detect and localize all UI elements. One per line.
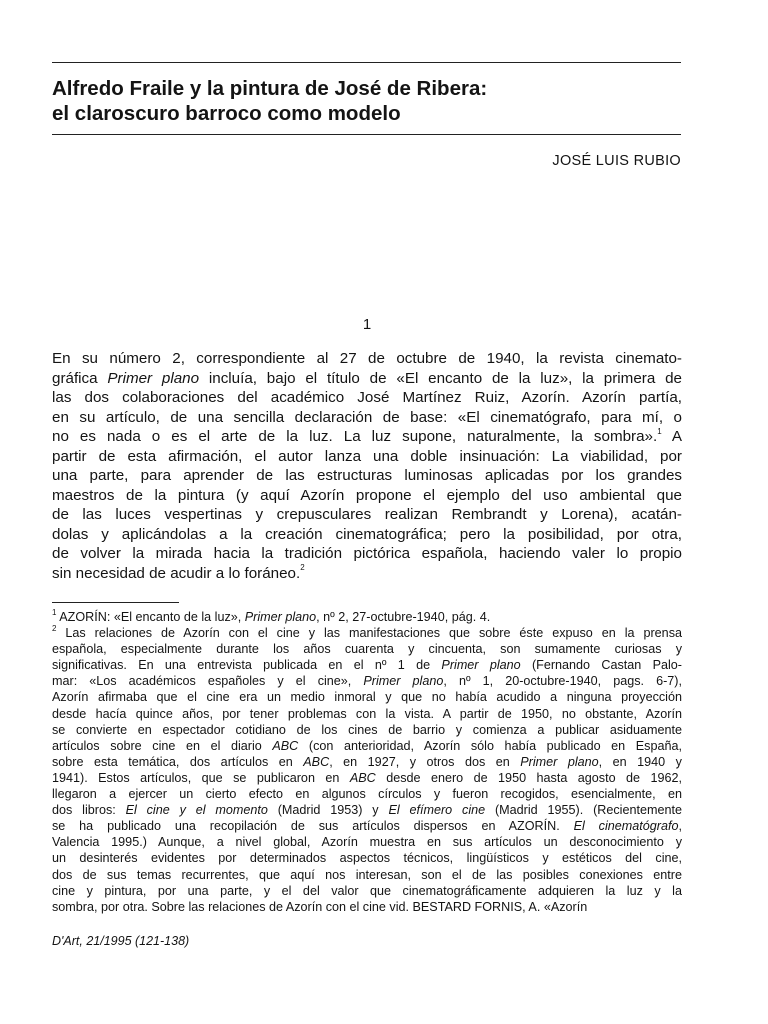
footnote-line: se ha publicado una recopilación de sus artículos dispersos en AZORÍN. El cinematógrafo, — [52, 819, 682, 834]
footnote-line: Valencia 1995.) Aunque, a nivel global, Azorín muestra en sus artículos un desconocimiento y — [52, 835, 682, 850]
bottom-rule — [52, 134, 681, 135]
footnote-line: sobre esta temática, dos artículos en ABC, en 1927, y otros dos en Primer plano, en 1940 y — [52, 754, 682, 769]
body-line: no es nada o es el arte de la luz. La luz supone, naturalmente, la sombra».$^1$ A — [52, 426, 682, 445]
article-title — [52, 76, 692, 126]
top-rule — [52, 62, 681, 63]
footnote-line: sombra, por otra. Sobre las relaciones de Azorín con el cine vid. BESTARD FORNIS, A. «Azorín — [52, 899, 588, 914]
body-line: maestros de la pintura (y aquí Azorín propone el ejemplo del uso ambiental que — [52, 486, 682, 504]
footnote-line: llegaron a ejercer un cierto efecto en algunos círculos y fueron recogidos, esencialmente, en — [52, 787, 682, 802]
footnote-line: Azorín afirmaba que el cine era un medio inmoral y que no había acudido a ninguna proyección — [52, 690, 682, 705]
footnote-line: desde hacía quince años, por tener problemas con la vista. A partir de 1950, no obstante, Azorín — [52, 706, 682, 721]
footnote-separator — [52, 602, 179, 603]
footnote-line: se convierte en espectador cotidiano de los cines de barrio y comienza a publicar asiduamente — [52, 722, 682, 737]
footnote-line: dos de sus temas recurrentes, que aquí nos interesan, son el de las posibles conexiones entre — [52, 867, 682, 882]
body-line: de volver la mirada hacia la tradición pictórica española, haciendo valer lo propio — [52, 545, 682, 562]
body-line: de las luces vespertinas y crepusculares realizan Rembrandt y Lorena), acatán- — [52, 506, 682, 523]
footnote-line: española, especialmente durante los años cuarenta y cincuenta, son sumamente curiosas y — [52, 642, 682, 657]
body-line: dolas y aplicándolas a la creación cinematográfica; pero la posibilidad, por otra, — [52, 525, 682, 543]
footnote-line: 1941). Estos artículos, que se publicaron en ABC desde enero de 1950 hasta agosto de 1962, — [52, 770, 682, 785]
body-line: En su número 2, correspondiente al 27 de octubre de 1940, la revista cinemato- — [52, 350, 682, 367]
footnote-line: $^2$ Las relaciones de Azorín con el cine y las manifestaciones que sobre éste expuso en la prensa — [52, 623, 682, 641]
footnote-line: un desinterés evidentes por determinados aspectos técnicos, lingüísticos y estéticos del cine, — [52, 851, 682, 866]
section-number: 1 — [362, 316, 372, 333]
footnote-line: $^1$ AZORÍN: «El encanto de la luz», Primer plano, nº 2, 27-octubre-1940, pág. 4. — [52, 607, 491, 624]
footnote-line: significativas. En una entrevista publicada en el nº 1 de Primer plano (Fernando Castan Palo- — [52, 658, 682, 673]
body-paragraph — [52, 349, 682, 583]
body-line: una parte, para aprender de las estructuras luminosas aplicadas por los grandes — [52, 467, 682, 484]
footnote-line: mar: «Los académicos españoles y el cine», Primer plano, nº 1, 20-octubre-1940, pags. 6-7), — [52, 674, 682, 689]
footnotes — [52, 609, 682, 915]
footnote-line: cine y pintura, por una parte, y el del valor que cinematográficamente adquieren la luz y la — [52, 883, 682, 898]
author-name: JOSÉ LUIS RUBIO — [552, 153, 681, 169]
footnote-line: artículos sobre cine en el diario ABC (con anterioridad, Azorín sólo había publicado en España, — [52, 738, 682, 753]
journal-citation: D'Art, 21/1995 (121-138) — [52, 934, 190, 948]
body-line: partir de esta afirmación, el autor lanza una doble insinuación: La viabilidad, por — [52, 447, 682, 465]
body-line: sin necesidad de acudir a lo foráneo.$^2$ — [52, 563, 305, 582]
body-line: las dos colaboraciones del académico José Martínez Ruiz, Azorín. Azorín partía, — [52, 389, 682, 406]
footnote-line: dos libros: El cine y el momento (Madrid 1953) y El efímero cine (Madrid 1955). (Recientemente — [52, 803, 682, 818]
body-line: gráfica Primer plano incluía, bajo el título de «El encanto de la luz», la primera de — [52, 369, 682, 387]
title-line-1: Alfredo Fraile y la pintura de José de Ribera: — [52, 77, 488, 100]
body-line: en su artículo, de una sencilla declaración de base: «El cinematógrafo, para mí, o — [52, 408, 682, 426]
title-line-2: el claroscuro barroco como modelo — [52, 102, 401, 125]
